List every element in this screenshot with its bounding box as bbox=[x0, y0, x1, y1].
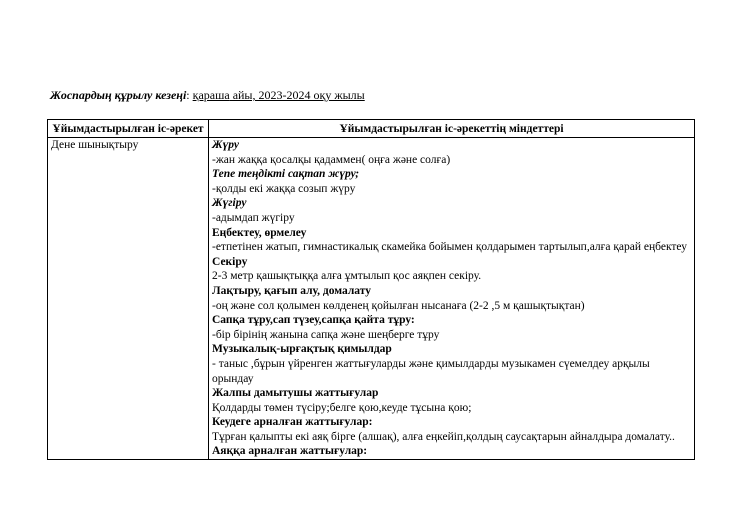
section-line: -қолды екі жаққа созып жүру bbox=[212, 182, 356, 195]
section-title: Сапқа тұру,сап түзеу,сапқа қайта тұру: bbox=[212, 314, 415, 327]
plan-period-value bbox=[193, 88, 365, 102]
header-tasks: Ұйымдастырылған іс-әрекеттің міндеттері bbox=[209, 120, 695, 138]
section-title: Лақтыру, қағып алу, домалату bbox=[212, 284, 372, 297]
section-title: Еңбектеу, өрмелеу bbox=[212, 226, 307, 239]
plan-period-label: Жоспардың құрылу кезеңі bbox=[50, 88, 187, 102]
section-line: -адымдап жүгіру bbox=[212, 211, 295, 224]
plan-month: қараша bbox=[192, 88, 230, 102]
section-line: - таныс ,бұрын үйренген жаттығуларды және қимылдарды музыкамен сүемелдеу арқылы орындау bbox=[212, 357, 650, 385]
section-title: Жүру bbox=[212, 139, 240, 151]
section-title: Музыкалық-ырғақтық қимылдар bbox=[212, 343, 392, 356]
plan-year: айы, 2023-2024 оқу жылы bbox=[229, 88, 365, 102]
heading-colon: : bbox=[186, 88, 193, 102]
section-line: -бір бірінің жанына сапқа және шеңберге тұру bbox=[212, 328, 440, 341]
section-title: Жүгіру bbox=[212, 197, 247, 210]
section-title: Секіру bbox=[212, 255, 248, 268]
plan-period-heading bbox=[50, 88, 365, 102]
section-line: -жан жаққа қосалқы қадаммен( оңға және солға) bbox=[212, 153, 451, 166]
section-title: Жалпы дамытушы жаттығулар bbox=[212, 387, 379, 400]
table-header-row bbox=[48, 120, 695, 138]
table-row bbox=[48, 138, 695, 460]
plan-table bbox=[47, 119, 695, 460]
section-line: 2-3 метр қашықтыққа алға ұмтылып қос аяқпен секіру. bbox=[212, 270, 482, 283]
tasks-cell bbox=[209, 138, 695, 460]
section-line: Қолдарды төмен түсіру;белге қою,кеуде тұсына қою; bbox=[212, 401, 472, 414]
section-line: -оң және сол қолымен көлденең қойылған нысанаға (2-2 ,5 м қашықтықтан) bbox=[212, 299, 585, 312]
activity-cell: Дене шынықтыру bbox=[48, 138, 209, 460]
section-line: Тұрған қалыпты екі аяқ бірге (алшақ), алға еңкейіп,қолдың саусақтарын айналдыра домалату.. bbox=[212, 430, 675, 443]
section-title: Тепе теңдікті сақтап жүру; bbox=[212, 168, 360, 181]
section-line: -етпетінен жатып, гимнастикалық скамейка бойымен қолдарымен тартылып,алға қарай еңбектеу bbox=[212, 241, 688, 254]
header-activity: Ұйымдастырылған іс-әрекет bbox=[48, 120, 209, 138]
section-title: Кеудеге арналған жаттығулар: bbox=[212, 416, 373, 429]
section-title: Аяққа арналған жаттығулар: bbox=[212, 445, 368, 458]
